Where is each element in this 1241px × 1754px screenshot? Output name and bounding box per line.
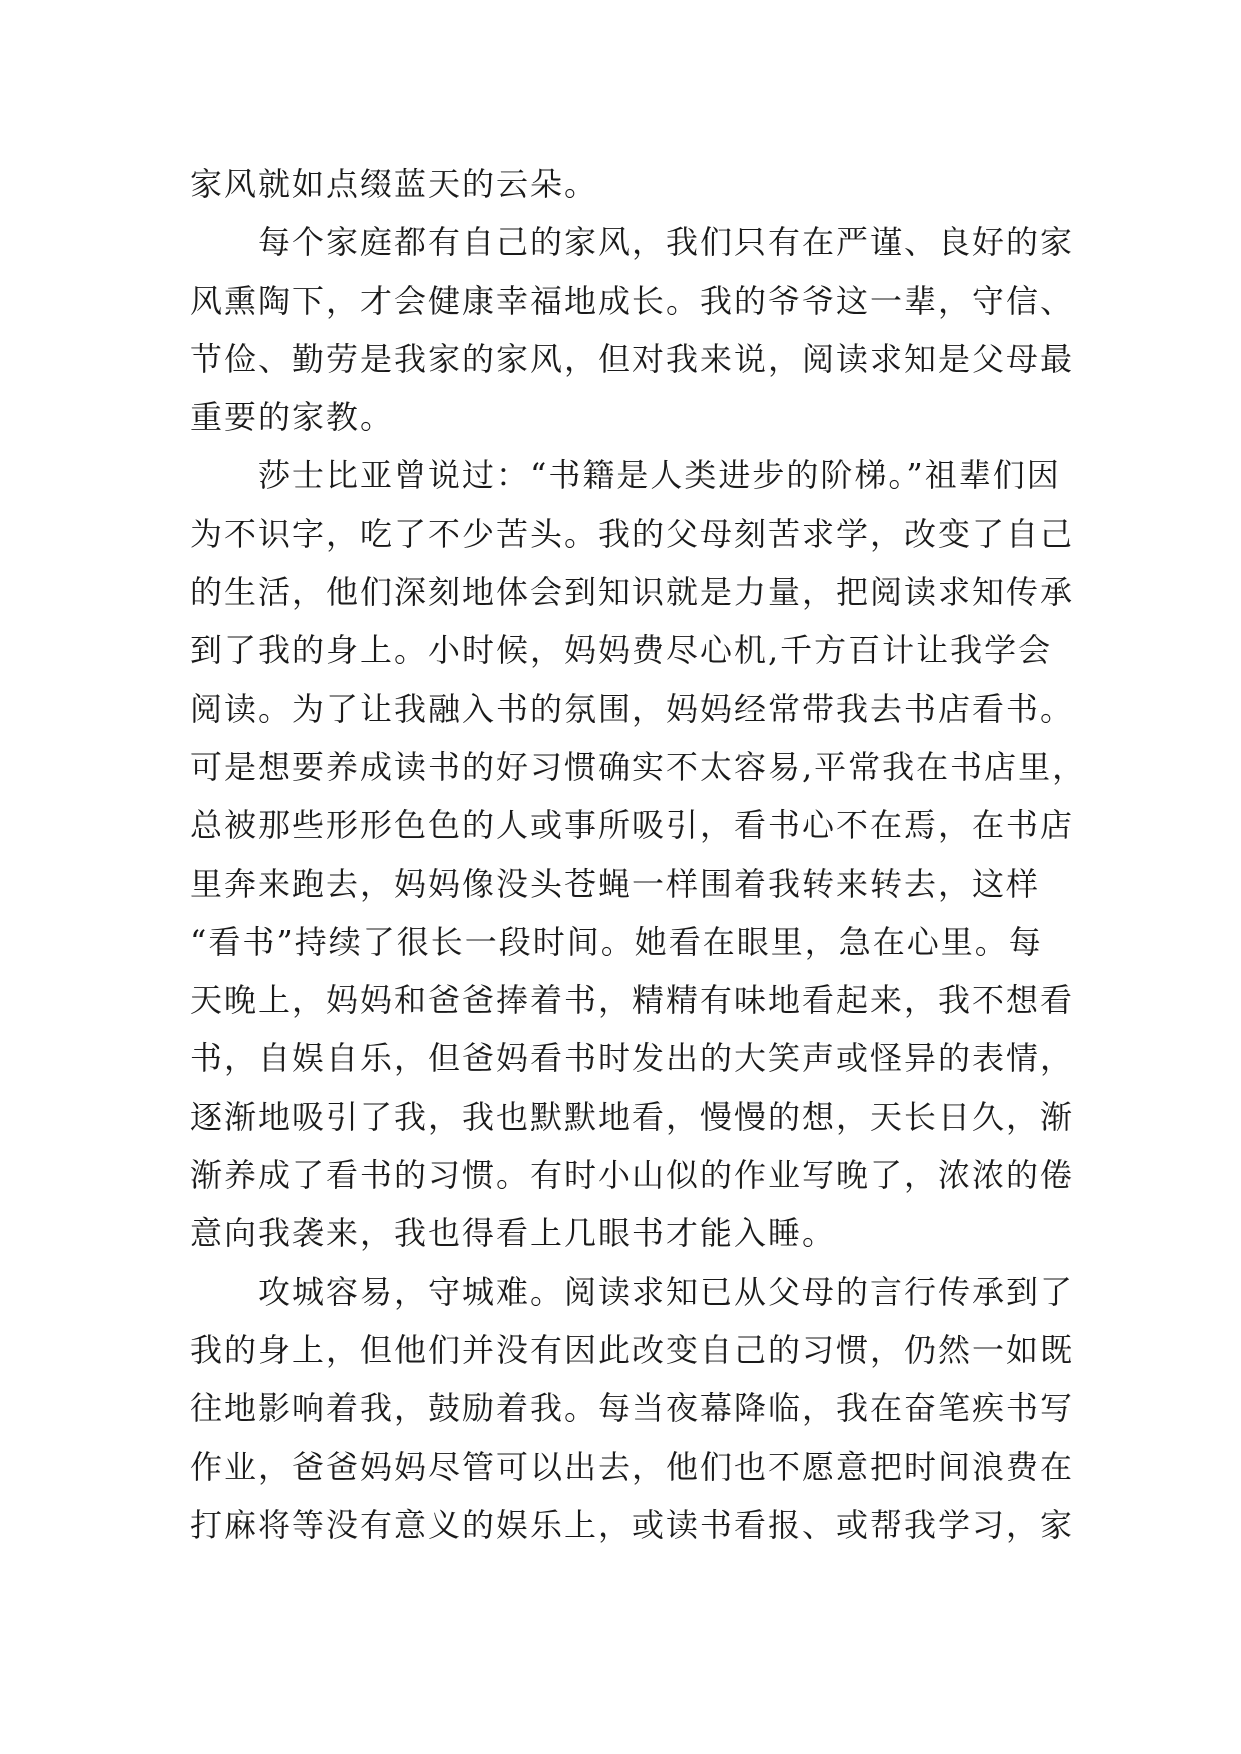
text-line: 打麻将等没有意义的娱乐上，或读书看报、或帮我学习，家 (190, 1505, 1075, 1544)
text-line: 我的身上，但他们并没有因此改变自己的习惯，仍然一如既 (190, 1330, 1075, 1369)
text-line: 总被那些形形色色的人或事所吸引，看书心不在焉，在书店 (190, 806, 1075, 845)
text-line: 攻城容易，守城难。阅读求知已从父母的言行传承到了 (190, 1272, 1075, 1311)
text-line: 每个家庭都有自己的家风，我们只有在严谨、良好的家 (190, 223, 1075, 262)
text-line: 为不识字，吃了不少苦头。我的父母刻苦求学，改变了自己 (190, 514, 1075, 553)
text-line: 渐养成了看书的习惯。有时小山似的作业写晚了，浓浓的倦 (190, 1156, 1075, 1195)
text-line: 天晚上，妈妈和爸爸捧着书，精精有味地看起来，我不想看 (190, 981, 1075, 1020)
text-line: 风熏陶下，才会健康幸福地成长。我的爷爷这一辈，守信、 (190, 281, 1075, 320)
text-line: 莎士比亚曾说过：“书籍是人类进步的阶梯。”祖辈们因 (190, 456, 1061, 495)
text-line: 重要的家教。 (190, 398, 395, 437)
text-line: 意向我袭来，我也得看上几眼书才能入睡。 (190, 1214, 837, 1253)
text-line: 往地影响着我，鼓励着我。每当夜幕降临，我在奋笔疾书写 (190, 1389, 1075, 1428)
text-line: 书，自娱自乐，但爸妈看书时发出的大笑声或怪异的表情， (190, 1039, 1075, 1078)
text-line: 阅读。为了让我融入书的氛围，妈妈经常带我去书店看书。 (190, 689, 1075, 728)
text-line: 的生活，他们深刻地体会到知识就是力量，把阅读求知传承 (190, 573, 1075, 612)
text-line: 里奔来跑去，妈妈像没头苍蝇一样围着我转来转去，这样 (190, 864, 1041, 903)
text-line: 逐渐地吸引了我，我也默默地看，慢慢的想，天长日久，渐 (190, 1097, 1075, 1136)
essay-body (190, 155, 1090, 1554)
text-line: 节俭、勤劳是我家的家风，但对我来说，阅读求知是父母最 (190, 339, 1075, 378)
text-line: “看书”持续了很长一段时间。她看在眼里，急在心里。每 (190, 922, 1043, 961)
text-line: 家风就如点缀蓝天的云朵。 (190, 165, 599, 203)
text-line: 可是想要养成读书的好习惯确实不太容易,平常我在书店里， (190, 747, 1087, 786)
text-line: 到了我的身上。小时候，妈妈费尽心机,千方百计让我学会 (190, 631, 1053, 670)
text-line: 作业，爸爸妈妈尽管可以出去，他们也不愿意把时间浪费在 (190, 1447, 1075, 1486)
